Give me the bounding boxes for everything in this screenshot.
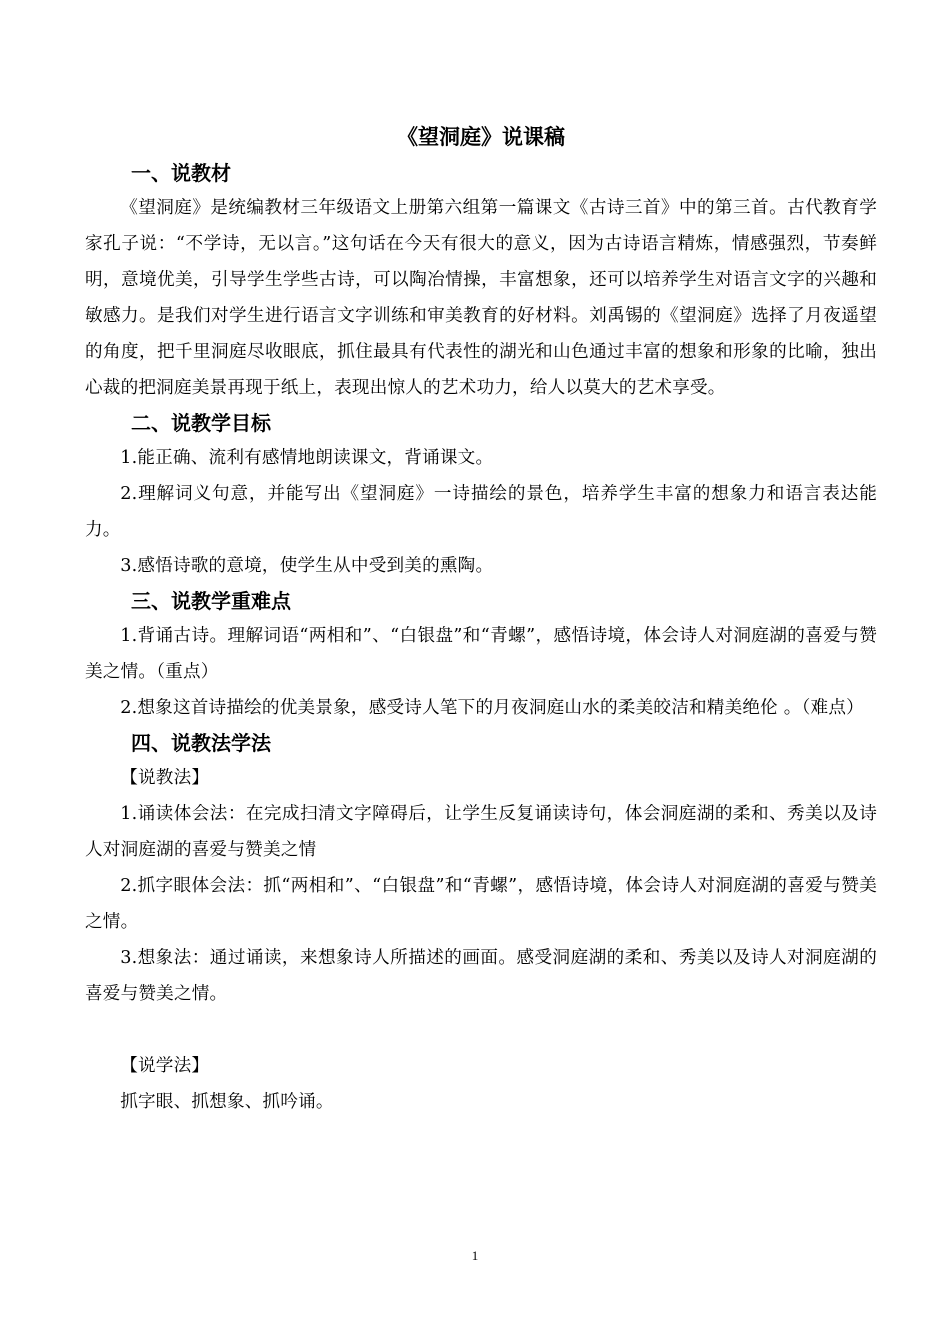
page-number: 1 [471,1248,479,1263]
section-heading-key-points: 三、说教学重难点 [131,589,291,613]
section-heading-materials: 一、说教材 [131,161,231,185]
key-point-item: 2.想象这首诗描绘的优美景象，感受诗人笔下的月夜洞庭山水的柔美皎洁和精美绝伦 。（难点） [120,698,864,718]
goal-item: 2.理解词义句意，并能写出《望洞庭》一诗描绘的景色，培养学生丰富的想象力和语言表达能力。 [85,484,877,540]
teaching-method-item: 2.抓字眼体会法：抓“两相和”、“白银盘”和“青螺”，感悟诗境，体会诗人对洞庭湖的喜爱与赞美之情。 [85,876,877,932]
teaching-method-item: 3.想象法：通过诵读，来想象诗人所描述的画面。感受洞庭湖的柔和、秀美以及诗人对洞庭湖的喜爱与赞美之情。 [85,948,877,1004]
document-page [85,118,877,1120]
blank-line [85,1012,877,1048]
learning-method-text: 抓字眼、抓想象、抓吟诵。 [120,1092,334,1112]
document-title: 《望洞庭》说课稿 [397,125,565,149]
teaching-method-item: 1.诵读体会法：在完成扫清文字障碍后，让学生反复诵读诗句，体会洞庭湖的柔和、秀美以及诗人对洞庭湖的喜爱与赞美之情 [85,804,877,860]
key-point-item: 1.背诵古诗。理解词语“两相和”、“白银盘”和“青螺”，感悟诗境，体会诗人对洞庭湖的喜爱与赞美之情。（重点） [85,626,877,682]
learning-method-label: 【说学法】 [120,1056,210,1076]
goal-item: 1.能正确、流利有感情地朗读课文，背诵课文。 [120,448,494,468]
goal-item: 3.感悟诗歌的意境，使学生从中受到美的熏陶。 [120,556,494,576]
section-heading-methods: 四、说教法学法 [131,731,271,755]
teaching-method-label: 【说教法】 [120,768,210,788]
materials-paragraph: 《望洞庭》是统编教材三年级语文上册第六组第一篇课文《古诗三首》中的第三首。古代教育学家孔子说：“不学诗，无以言。”这句话在今天有很大的意义，因为古诗语言精炼，情感强烈，节奏鲜明，意境优美，引导学生学些古诗，可以陶冶情操，丰富想象，还可以培养学生对语言文字的兴趣和敏感力。是我们对学生进行语言文字训练和审美教育的好材料。刘禹锡的《望洞庭》选择了月夜遥望的角度，把千里洞庭尽收眼底，抓住最具有代表性的湖光和山色通过丰富的想象和形象的比喻，独出心裁的把洞庭美景再现于纸上，表现出惊人的艺术功力，给人以莫大的艺术享受。 [85,198,877,398]
section-heading-goals: 二、说教学目标 [131,411,271,435]
